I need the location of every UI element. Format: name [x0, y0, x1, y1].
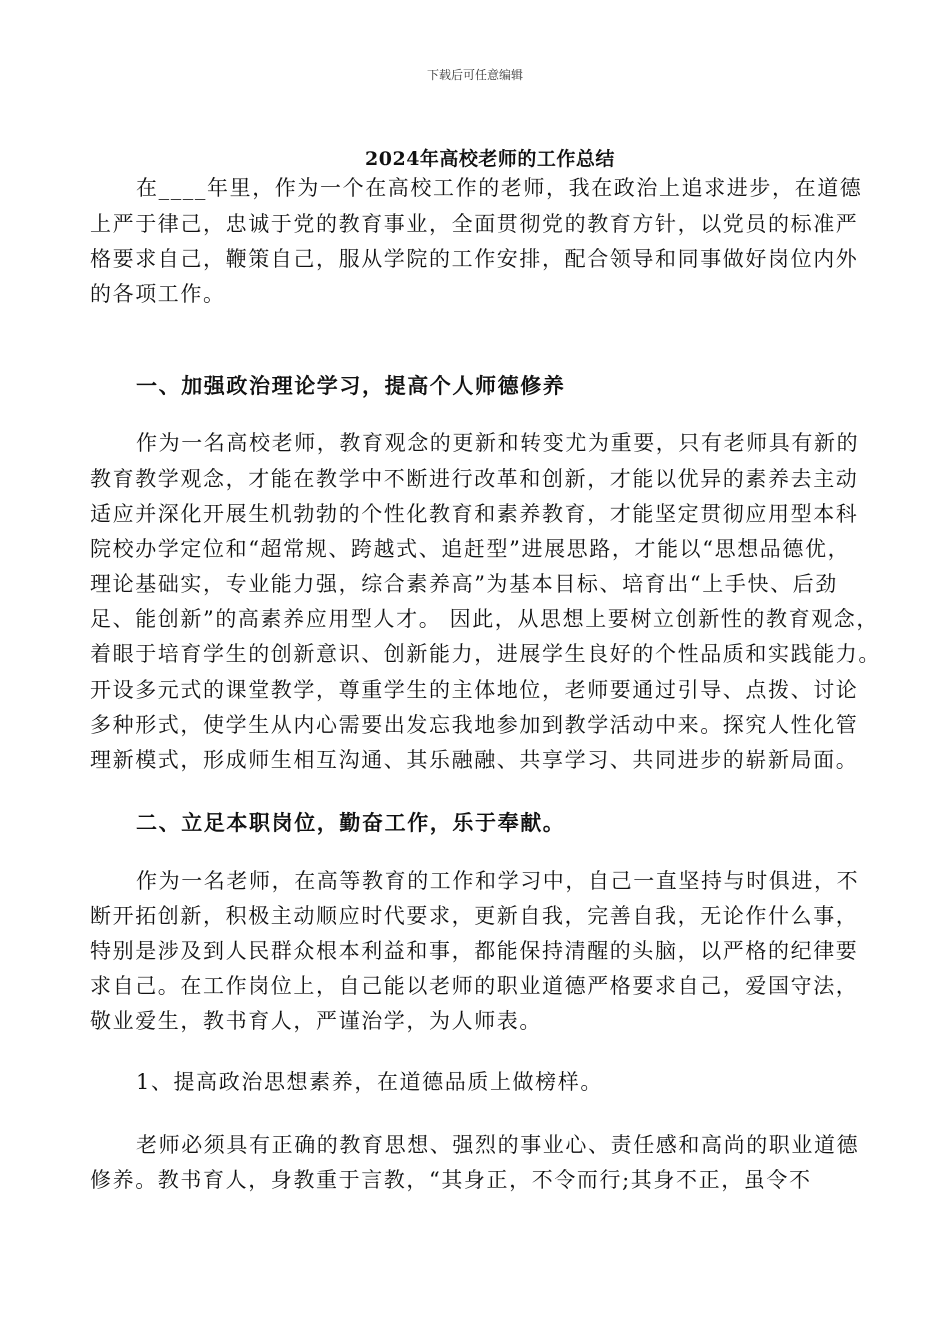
paragraph-line: 作为一名高校老师，教育观念的更新和转变尤为重要，只有老师具有新的 [136, 431, 860, 455]
paragraph-line: 修养。教书育人，身教重于言教，“其身正，不令而行;其身不正，虽令不 [90, 1168, 812, 1192]
paragraph-line: 开设多元式的课堂教学，尊重学生的主体地位，老师要通过引导、点拨、讨论 [90, 678, 859, 702]
paragraph-line: 理新模式，形成师生相互沟通、其乐融融、共享学习、共同进步的崭新局面。 [90, 748, 859, 772]
paragraph-line: 格要求自己，鞭策自己，服从学院的工作安排，配合领导和同事做好岗位内外 [90, 247, 859, 271]
paragraph-line: 理论基础实，专业能力强，综合素养高”为基本目标、培育出“上手快、后劲 [90, 572, 838, 596]
paragraph-line: 的各项工作。 [90, 282, 226, 306]
paragraph-line: 求自己。在工作岗位上，自己能以老师的职业道德严格要求自己，爱国守法， [90, 974, 859, 998]
paragraph-line: 着眼于培育学生的创新意识、创新能力，进展学生良好的个性品质和实践能力。 [90, 642, 881, 666]
paragraph-line: 敬业爱生，教书育人，严谨治学，为人师表。 [90, 1009, 542, 1033]
paragraph-line: 在____年里，作为一个在高校工作的老师，我在政治上追求进步，在道德 [136, 176, 863, 200]
paragraph-line: 院校办学定位和“超常规、跨越式、追赶型”进展思路，才能以“思想品德优， [90, 537, 851, 561]
header-note: 下载后可任意编辑 [426, 68, 523, 82]
paragraph-line: 教育教学观念，才能在教学中不断进行改革和创新，才能以优异的素养去主动 [90, 467, 859, 491]
paragraph-line: 断开拓创新，积极主动顺应时代要求，更新自我，完善自我，无论作什么事， [90, 904, 859, 928]
document-title: 2024年高校老师的工作总结 [365, 148, 615, 170]
section-heading: 二、立足本职岗位，勤奋工作，乐于奉献。 [136, 810, 566, 835]
paragraph-line: 适应并深化开展生机勃勃的个性化教育和素养教育，才能坚定贯彻应用型本科 [90, 502, 859, 526]
paragraph-line: 多种形式，使学生从内心需要出发忘我地参加到教学活动中来。探究人性化管 [90, 713, 859, 737]
subsection-heading: 1、提高政治思想素养，在道德品质上做榜样。 [136, 1070, 603, 1094]
paragraph-line: 作为一名老师，在高等教育的工作和学习中，自己一直坚持与时俱进，不 [136, 869, 860, 893]
paragraph-line: 上严于律己，忠诚于党的教育事业，全面贯彻党的教育方针，以党员的标准严 [90, 212, 859, 236]
paragraph-line: 老师必须具有正确的教育思想、强烈的事业心、责任感和高尚的职业道德 [136, 1133, 860, 1157]
section-heading: 一、加强政治理论学习，提高个人师德修养 [136, 373, 566, 398]
paragraph-line: 特别是涉及到人民群众根本利益和事，都能保持清醒的头脑，以严格的纪律要 [90, 939, 859, 963]
paragraph-line: 足、能创新”的高素养应用型人才。 因此，从思想上要树立创新性的教育观念， [90, 607, 880, 631]
